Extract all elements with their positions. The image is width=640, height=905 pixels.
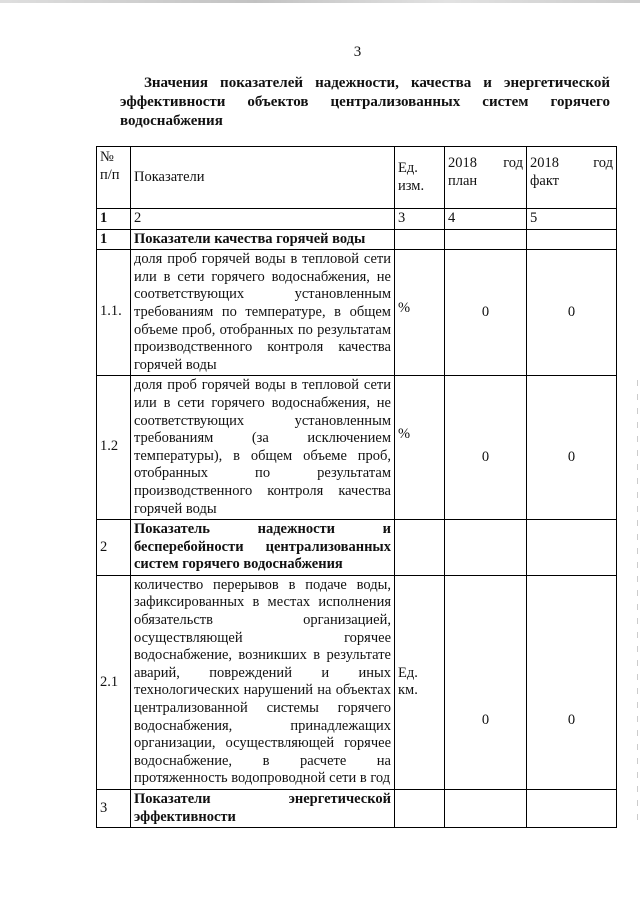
row-plan: 0 bbox=[445, 250, 527, 376]
column-number: 2 bbox=[131, 209, 395, 230]
indicators-table bbox=[96, 146, 617, 828]
table-row bbox=[97, 250, 617, 376]
row-num: 1.2 bbox=[97, 376, 131, 520]
row-num: 2.1 bbox=[97, 575, 131, 789]
section-title: Показатель надежности и бесперебойности централизованных систем горячего водоснабжения bbox=[131, 520, 395, 576]
section-num: 3 bbox=[97, 790, 131, 828]
row-fact: 0 bbox=[527, 376, 617, 520]
header-unit: Ед. изм. bbox=[395, 147, 445, 209]
row-fact: 0 bbox=[527, 575, 617, 789]
section-num: 2 bbox=[97, 520, 131, 576]
row-indicator: количество перерывов в подаче воды, зафиксированных в местах исполнения обязательств организацией, осуществляющей горячее водоснабжение, возникших в результате аварий, повреждений и иных технологических нарушений на объектах централизованной системы горячего водоснабжения, принадлежащих организации, осуществляющей горячее водоснабжение, в расчете на протяженность водопроводной сети в год bbox=[131, 575, 395, 789]
section-title: Показатели энергетической эффективности bbox=[131, 790, 395, 828]
column-numbers-row bbox=[97, 209, 617, 230]
row-plan: 0 bbox=[445, 376, 527, 520]
table-row bbox=[97, 575, 617, 789]
row-unit: % bbox=[395, 250, 445, 376]
column-number: 3 bbox=[395, 209, 445, 230]
section-row bbox=[97, 520, 617, 576]
header-plan: 2018 год план bbox=[445, 147, 527, 209]
section-title: Показатели качества горячей воды bbox=[131, 229, 395, 250]
row-unit: % bbox=[395, 376, 445, 520]
scan-artifact-top bbox=[0, 0, 640, 3]
table-header-row bbox=[97, 147, 617, 209]
header-num: № п/п bbox=[97, 147, 131, 209]
column-number: 5 bbox=[527, 209, 617, 230]
section-row bbox=[97, 229, 617, 250]
header-indicator: Показатели bbox=[131, 147, 395, 209]
row-num: 1.1. bbox=[97, 250, 131, 376]
row-fact: 0 bbox=[527, 250, 617, 376]
column-number: 1 bbox=[97, 209, 131, 230]
section-row bbox=[97, 790, 617, 828]
section-num: 1 bbox=[97, 229, 131, 250]
row-unit: Ед. км. bbox=[395, 575, 445, 789]
page-number: 3 bbox=[353, 44, 362, 60]
column-number: 4 bbox=[445, 209, 527, 230]
scan-artifact-right bbox=[637, 380, 638, 820]
document-title: Значения показателей надежности, качества и энергетической эффективности объектов централизованных систем горячего водоснабжения bbox=[120, 75, 610, 129]
table-row bbox=[97, 376, 617, 520]
row-plan: 0 bbox=[445, 575, 527, 789]
row-indicator: доля проб горячей воды в тепловой сети или в сети горячего водоснабжения, не соответствующих установленным требованиям по температуре, в общем объеме проб, отобранных по результатам производственного контроля качества горячей воды bbox=[131, 250, 395, 376]
header-fact: 2018 год факт bbox=[527, 147, 617, 209]
row-indicator: доля проб горячей воды в тепловой сети или в сети горячего водоснабжения, не соответствующих установленным требованиям (за исключением температуры), в общем объеме проб, отобранных по результатам производственного контроля качества горячей воды bbox=[131, 376, 395, 520]
